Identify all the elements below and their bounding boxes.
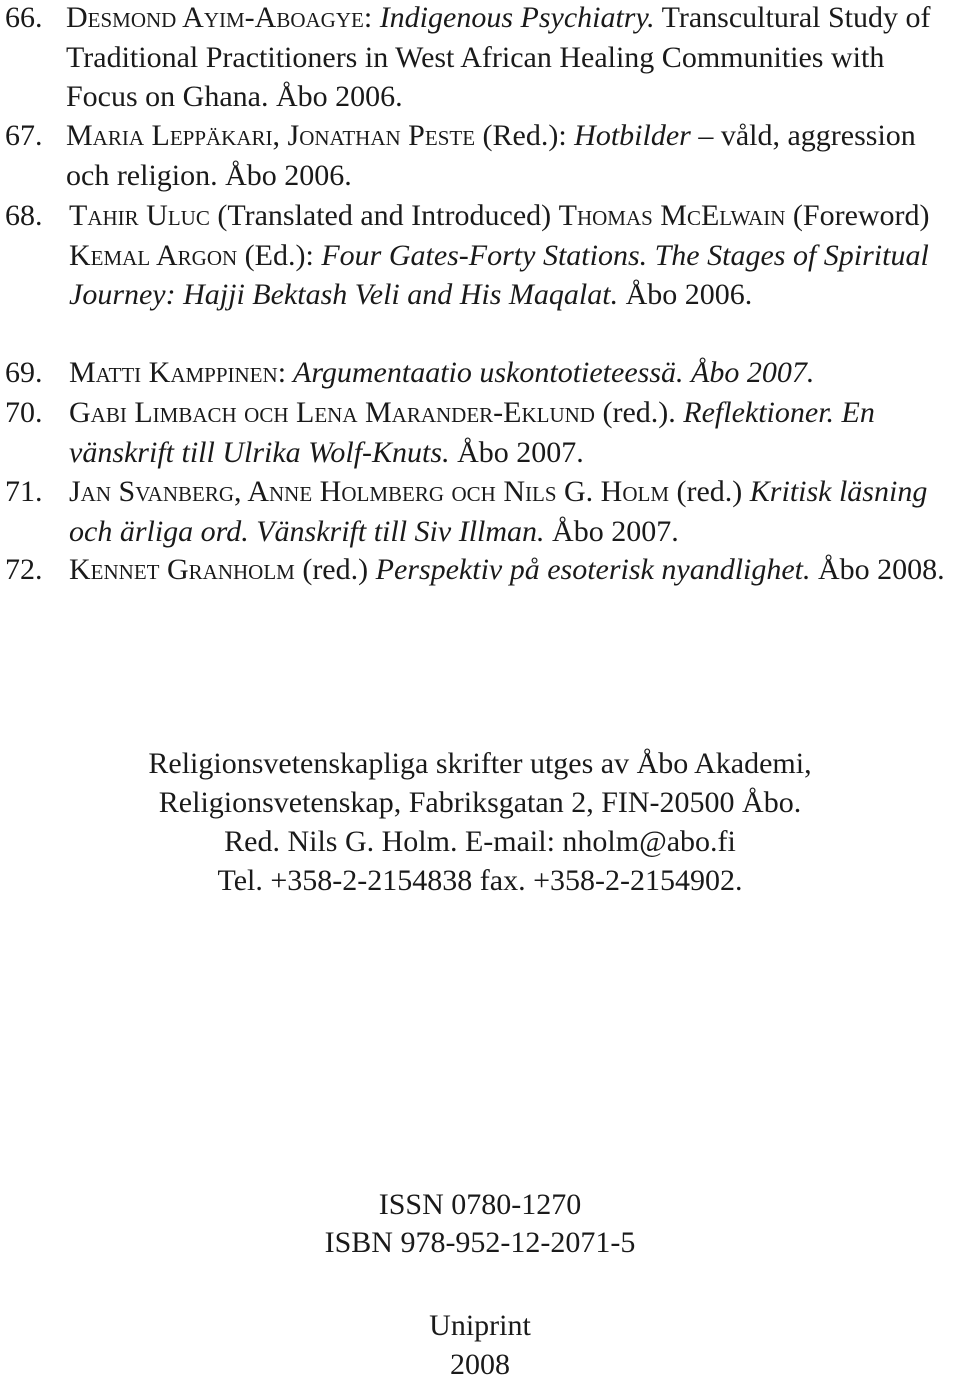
series-entry-67 (0, 116, 952, 195)
entry-number: 68. (5, 199, 43, 232)
entry-separator: : (363, 1, 373, 34)
entry-subtitle: Transcultural Study of Traditional Practitioners in West African Healing Communities with Focus on Ghana. (66, 1, 931, 113)
entry-number: 66. (5, 1, 43, 34)
entry-role-1: (Translated and Introduced) (217, 199, 552, 232)
entry-place-year: Åbo 2006. (625, 278, 753, 311)
entry-role-2: (Foreword) (792, 199, 930, 232)
entry-title: Perspektiv på esoterisk nyandlighet. (375, 553, 811, 586)
entry-separator: : (277, 356, 287, 389)
series-entry-71 (0, 472, 952, 551)
entry-role: (red.) (676, 475, 743, 508)
entry-title: Argumentaatio uskontotieteessä. Åbo 2007. (293, 356, 815, 389)
entry-role: (red.) (302, 553, 369, 586)
entry-subtitle: – våld, aggression och religion. (66, 119, 916, 192)
entry-role-3: (Ed.): (244, 238, 314, 272)
entry-place-year: Åbo 2008. (818, 553, 945, 586)
printer-block (0, 1306, 960, 1384)
entry-place-year: Åbo 2007. (552, 514, 679, 548)
entry-authors: Desmond Ayim-Aboagye (66, 1, 364, 34)
entry-title: Indigenous Psychiatry. (379, 1, 655, 34)
entry-role: (red.). (602, 396, 676, 429)
series-entry-72 (0, 550, 952, 590)
entry-place-year: Åbo 2006. (275, 80, 403, 113)
series-entry-70 (0, 393, 952, 472)
entry-role: (Red.): (482, 119, 567, 152)
entry-title: Kritisk läsning och ärliga ord. Vänskrift till Siv Illman. (69, 475, 928, 548)
imprint-line: Religionsvetenskap, Fabriksgatan 2, FIN-20500 Åbo. (158, 786, 802, 819)
imprint-line: Tel. +358-2-2154838 fax. +358-2-2154902. (217, 864, 743, 897)
entry-authors: Matti Kamppinen (69, 356, 278, 389)
identifiers (0, 1186, 960, 1262)
imprint-line: Red. Nils G. Holm. E-mail: nholm@abo.fi (224, 825, 736, 858)
entry-title: Hotbilder (574, 119, 691, 152)
entry-place-year: Åbo 2007. (457, 435, 584, 469)
entry-number: 69. (5, 356, 43, 389)
series-entry-69 (0, 353, 952, 393)
entry-place-year: Åbo 2006. (225, 158, 352, 192)
series-entry-68 (0, 196, 952, 315)
imprint-line: Religionsvetenskapliga skrifter utges av Åbo Akademi, (148, 747, 812, 780)
printer-name: Uniprint (429, 1309, 531, 1342)
entry-number: 70. (5, 396, 43, 429)
entry-authors: Jan Svanberg, Anne Holmberg och Nils G. Holm (69, 475, 669, 508)
entry-authors: Gabi Limbach och Lena Marander-Eklund (69, 396, 595, 429)
entry-author-3: Kemal Argon (69, 238, 238, 272)
entry-author-2: Thomas McElwain (558, 199, 786, 232)
publisher-imprint (0, 744, 960, 900)
print-year: 2008 (450, 1348, 510, 1381)
entry-number: 71. (5, 475, 43, 508)
series-entry-66 (0, 0, 952, 117)
entry-author-1: Tahir Uluc (69, 199, 210, 232)
entry-title: Reflektioner. En vänskrift till Ulrika Wolf-Knuts. (69, 396, 875, 469)
isbn: ISBN 978-952-12-2071-5 (324, 1226, 636, 1259)
entry-authors: Maria Leppäkari, Jonathan Peste (66, 119, 476, 152)
entry-authors: Kennet Granholm (69, 553, 295, 586)
entry-number: 72. (5, 553, 43, 586)
entry-title: Four Gates-Forty Stations. The Stages of Spiritual Journey: Hajji Bektash Veli and His Maqalat. (69, 238, 929, 311)
issn: ISSN 0780-1270 (378, 1188, 582, 1221)
entry-number: 67. (5, 119, 43, 152)
